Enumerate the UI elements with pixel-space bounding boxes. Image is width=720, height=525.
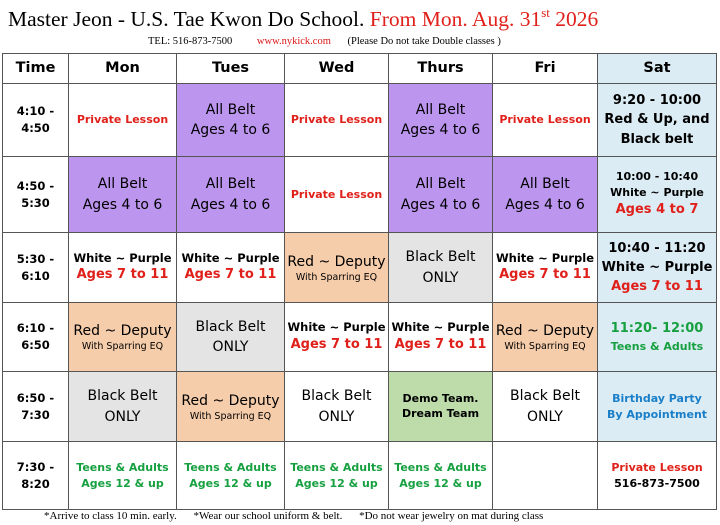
phone-number: TEL: 516-873-7500: [148, 36, 233, 47]
column-header-mon: Mon: [69, 54, 177, 84]
class-cell: Red ~ Deputy With Sparring EQ: [285, 233, 389, 303]
class-cell: 10:40 - 11:20 White ~ Purple Ages 7 to 11: [598, 233, 717, 303]
class-cell: Private Lesson: [493, 84, 598, 157]
class-cell: Demo Team. Dream Team: [389, 372, 493, 442]
table-row: [3, 157, 717, 233]
class-cell-empty: [493, 442, 598, 510]
schedule-start-date: From Mon. Aug. 31st 2026: [369, 5, 599, 31]
class-cell: All Belt Ages 4 to 6: [389, 84, 493, 157]
time-slot: 7:30 - 8:20: [3, 442, 69, 510]
class-cell: Black Belt ONLY: [177, 303, 285, 372]
time-slot: 6:50 - 7:30: [3, 372, 69, 442]
class-cell: Teens & Adults Ages 12 & up: [285, 442, 389, 510]
class-cell: Birthday Party By Appointment: [598, 372, 717, 442]
class-cell: Private Lesson: [285, 157, 389, 233]
table-row: [3, 372, 717, 442]
class-cell: All Belt Ages 4 to 6: [493, 157, 598, 233]
column-header-wed: Wed: [285, 54, 389, 84]
footer-rule: *Arrive to class 10 min. early.: [44, 510, 177, 522]
class-cell: White ~ Purple Ages 7 to 11: [389, 303, 493, 372]
class-cell: Red ~ Deputy With Sparring EQ: [69, 303, 177, 372]
class-cell: Black Belt ONLY: [285, 372, 389, 442]
table-row: [3, 84, 717, 157]
class-cell: Red ~ Deputy With Sparring EQ: [493, 303, 598, 372]
class-cell: 11:20- 12:00 Teens & Adults: [598, 303, 717, 372]
table-row: [3, 233, 717, 303]
table-header-row: [3, 54, 717, 84]
table-row: [3, 303, 717, 372]
class-cell: Teens & Adults Ages 12 & up: [177, 442, 285, 510]
class-cell: 9:20 - 10:00 Red & Up, and Black belt: [598, 84, 717, 157]
table-row: [3, 442, 717, 510]
class-cell: Black Belt ONLY: [69, 372, 177, 442]
footer-rules: [44, 510, 557, 523]
column-header-tues: Tues: [177, 54, 285, 84]
class-cell: Teens & Adults Ages 12 & up: [389, 442, 493, 510]
class-schedule-table: [2, 53, 717, 510]
column-header-fri: Fri: [493, 54, 598, 84]
contact-line: [148, 35, 501, 48]
time-slot: 5:30 - 6:10: [3, 233, 69, 303]
time-slot: 4:50 - 5:30: [3, 157, 69, 233]
class-cell: Private Lesson 516-873-7500: [598, 442, 717, 510]
page-title: [8, 6, 598, 32]
class-cell: Black Belt ONLY: [493, 372, 598, 442]
class-cell: White ~ Purple Ages 7 to 11: [285, 303, 389, 372]
class-cell: 10:00 - 10:40 White ~ Purple Ages 4 to 7: [598, 157, 717, 233]
footer-rule: *Wear our school uniform & belt.: [193, 510, 343, 522]
class-cell: All Belt Ages 4 to 6: [389, 157, 493, 233]
column-header-sat: Sat: [598, 54, 717, 84]
class-cell: All Belt Ages 4 to 6: [177, 84, 285, 157]
class-cell: Red ~ Deputy With Sparring EQ: [177, 372, 285, 442]
class-cell: All Belt Ages 4 to 6: [177, 157, 285, 233]
class-cell: All Belt Ages 4 to 6: [69, 157, 177, 233]
class-cell: Private Lesson: [69, 84, 177, 157]
time-slot: 4:10 - 4:50: [3, 84, 69, 157]
footer-rule: *Do not wear jewelry on mat during class: [359, 510, 544, 522]
column-header-time: Time: [3, 54, 69, 84]
class-cell: White ~ Purple Ages 7 to 11: [177, 233, 285, 303]
class-cell: White ~ Purple Ages 7 to 11: [69, 233, 177, 303]
column-header-thurs: Thurs: [389, 54, 493, 84]
class-cell: Teens & Adults Ages 12 & up: [69, 442, 177, 510]
school-name: Master Jeon - U.S. Tae Kwon Do School.: [8, 7, 365, 31]
double-class-note: (Please Do not take Double classes ): [347, 36, 501, 47]
class-cell: White ~ Purple Ages 7 to 11: [493, 233, 598, 303]
website-link[interactable]: www.nykick.com: [256, 36, 331, 47]
class-cell: Private Lesson: [285, 84, 389, 157]
page-header: [0, 0, 720, 56]
time-slot: 6:10 - 6:50: [3, 303, 69, 372]
class-cell: Black Belt ONLY: [389, 233, 493, 303]
